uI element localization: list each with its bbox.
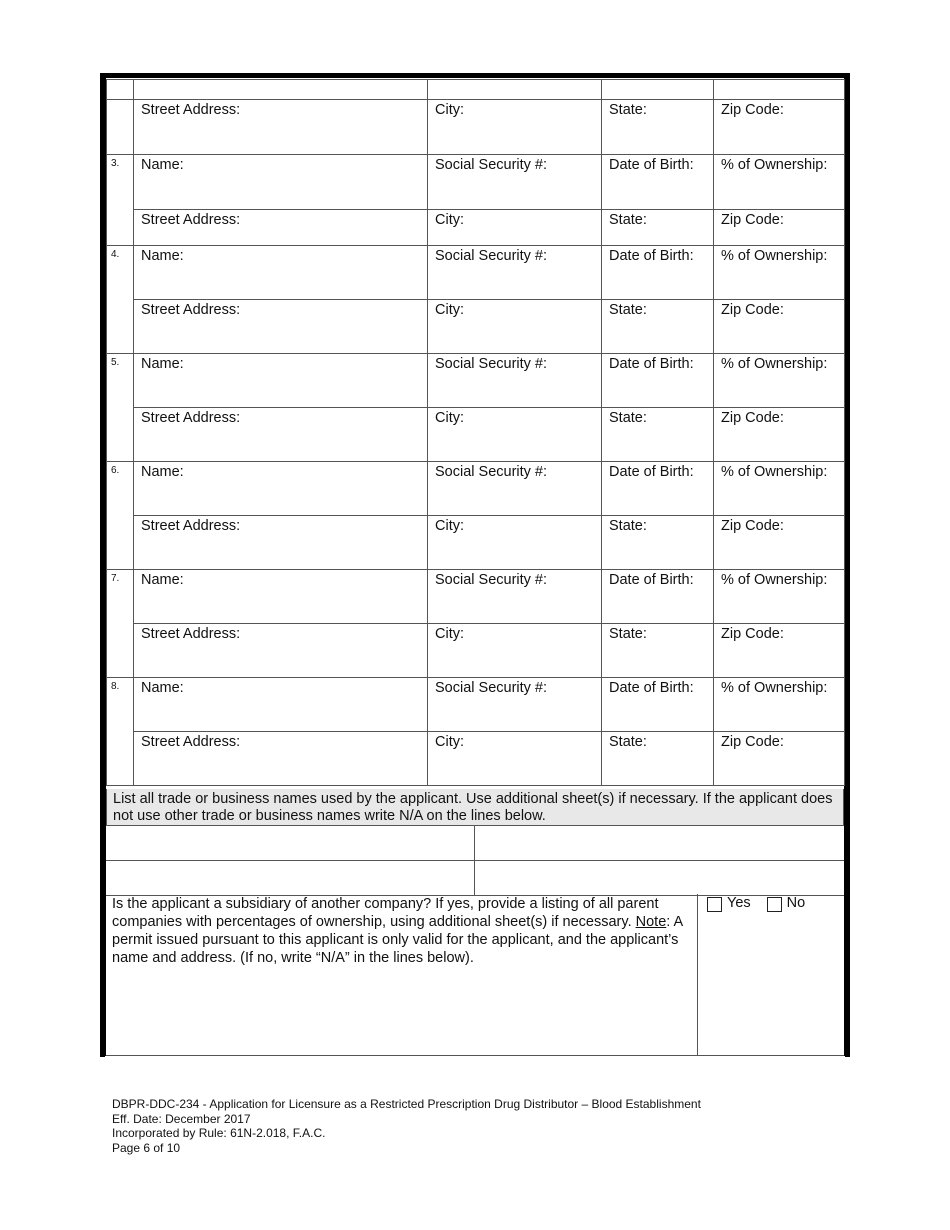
date-of-birth-field[interactable]: Date of Birth: bbox=[602, 155, 714, 210]
yes-checkbox[interactable] bbox=[707, 897, 722, 912]
blank-cell bbox=[107, 100, 134, 155]
street-address-field[interactable]: Street Address: bbox=[134, 210, 428, 246]
owner-number: 6. bbox=[107, 462, 134, 570]
state-field[interactable]: State: bbox=[602, 210, 714, 246]
owner-number: 7. bbox=[107, 570, 134, 678]
zip-code-field[interactable]: Zip Code: bbox=[714, 210, 845, 246]
table-row bbox=[107, 155, 845, 210]
city-field[interactable]: City: bbox=[428, 210, 602, 246]
zip-code-field[interactable]: Zip Code: bbox=[714, 100, 845, 155]
city-field[interactable]: City: bbox=[428, 408, 602, 462]
owner-number: 8. bbox=[107, 678, 134, 786]
trade-names-lines bbox=[106, 826, 844, 896]
trade-name-field[interactable] bbox=[475, 861, 844, 895]
state-field[interactable]: State: bbox=[602, 408, 714, 462]
ssn-field[interactable]: Social Security #: bbox=[428, 155, 602, 210]
ownership-field[interactable]: % of Ownership: bbox=[714, 246, 845, 300]
ssn-field[interactable]: Social Security #: bbox=[428, 246, 602, 300]
zip-code-field[interactable]: Zip Code: bbox=[714, 624, 845, 678]
table-row bbox=[107, 100, 845, 155]
street-address-field[interactable]: Street Address: bbox=[134, 408, 428, 462]
subsidiary-options bbox=[698, 894, 844, 1055]
table-row bbox=[107, 570, 845, 624]
ssn-field[interactable]: Social Security #: bbox=[428, 462, 602, 516]
yes-option[interactable]: Yes bbox=[707, 895, 751, 911]
trade-name-row bbox=[106, 826, 844, 861]
name-field[interactable]: Name: bbox=[134, 462, 428, 516]
date-of-birth-field[interactable]: Date of Birth: bbox=[602, 462, 714, 516]
ownership-field[interactable]: % of Ownership: bbox=[714, 354, 845, 408]
no-checkbox[interactable] bbox=[767, 897, 782, 912]
zip-code-field[interactable]: Zip Code: bbox=[714, 516, 845, 570]
state-field[interactable]: State: bbox=[602, 300, 714, 354]
date-of-birth-field[interactable]: Date of Birth: bbox=[602, 570, 714, 624]
state-field[interactable]: State: bbox=[602, 100, 714, 155]
no-option[interactable]: No bbox=[767, 895, 806, 911]
zip-code-field[interactable]: Zip Code: bbox=[714, 732, 845, 786]
zip-code-field[interactable]: Zip Code: bbox=[714, 408, 845, 462]
owners-table bbox=[106, 79, 845, 786]
ssn-field[interactable]: Social Security #: bbox=[428, 570, 602, 624]
street-address-field[interactable]: Street Address: bbox=[134, 624, 428, 678]
table-row bbox=[107, 732, 845, 786]
date-of-birth-field[interactable]: Date of Birth: bbox=[602, 246, 714, 300]
owner-number: 4. bbox=[107, 246, 134, 354]
form-id-line: DBPR-DDC-234 - Application for Licensure as a Restricted Prescription Drug Distributor – Blood Establishment bbox=[112, 1097, 701, 1111]
street-address-field[interactable]: Street Address: bbox=[134, 300, 428, 354]
date-of-birth-field[interactable]: Date of Birth: bbox=[602, 354, 714, 408]
blank-cell bbox=[602, 80, 714, 100]
blank-cell bbox=[428, 80, 602, 100]
name-field[interactable]: Name: bbox=[134, 570, 428, 624]
table-row bbox=[107, 408, 845, 462]
blank-cell bbox=[134, 80, 428, 100]
city-field[interactable]: City: bbox=[428, 100, 602, 155]
subsidiary-section bbox=[106, 894, 844, 1056]
trade-names-instruction: List all trade or business names used by the applicant. Use additional sheet(s) if necessary. If the applicant does not use other trade or business names write N/A on the lines below. bbox=[106, 789, 844, 826]
page-footer bbox=[112, 1097, 701, 1155]
ownership-field[interactable]: % of Ownership: bbox=[714, 462, 845, 516]
city-field[interactable]: City: bbox=[428, 516, 602, 570]
city-field[interactable]: City: bbox=[428, 624, 602, 678]
ownership-field[interactable]: % of Ownership: bbox=[714, 570, 845, 624]
page-number: Page 6 of 10 bbox=[112, 1140, 181, 1155]
owner-number: 5. bbox=[107, 354, 134, 462]
owner-number: 3. bbox=[107, 155, 134, 246]
trade-name-field[interactable] bbox=[106, 826, 475, 860]
state-field[interactable]: State: bbox=[602, 516, 714, 570]
note-label: Note bbox=[635, 914, 667, 930]
effective-date-line: Eff. Date: December 2017 bbox=[112, 1111, 251, 1126]
table-row bbox=[107, 300, 845, 354]
state-field[interactable]: State: bbox=[602, 732, 714, 786]
table-row bbox=[107, 624, 845, 678]
city-field[interactable]: City: bbox=[428, 300, 602, 354]
name-field[interactable]: Name: bbox=[134, 678, 428, 732]
rule-line: Incorporated by Rule: 61N-2.018, F.A.C. bbox=[112, 1126, 326, 1140]
ssn-field[interactable]: Social Security #: bbox=[428, 678, 602, 732]
blank-cell bbox=[107, 80, 134, 100]
table-row bbox=[107, 80, 845, 100]
city-field[interactable]: City: bbox=[428, 732, 602, 786]
ssn-field[interactable]: Social Security #: bbox=[428, 354, 602, 408]
name-field[interactable]: Name: bbox=[134, 246, 428, 300]
table-row bbox=[107, 246, 845, 300]
state-field[interactable]: State: bbox=[602, 624, 714, 678]
ownership-field[interactable]: % of Ownership: bbox=[714, 155, 845, 210]
street-address-field[interactable]: Street Address: bbox=[134, 516, 428, 570]
blank-cell bbox=[714, 80, 845, 100]
table-row bbox=[107, 462, 845, 516]
zip-code-field[interactable]: Zip Code: bbox=[714, 300, 845, 354]
table-row bbox=[107, 210, 845, 246]
street-address-field[interactable]: Street Address: bbox=[134, 100, 428, 155]
trade-name-row bbox=[106, 861, 844, 896]
ownership-field[interactable]: % of Ownership: bbox=[714, 678, 845, 732]
date-of-birth-field[interactable]: Date of Birth: bbox=[602, 678, 714, 732]
trade-name-field[interactable] bbox=[106, 861, 475, 895]
table-row bbox=[107, 678, 845, 732]
table-row bbox=[107, 354, 845, 408]
name-field[interactable]: Name: bbox=[134, 155, 428, 210]
subsidiary-question[interactable]: Is the applicant a subsidiary of another company? If yes, provide a listing of all parent companies with percentages of ownership, using additional sheet(s) if necessary. Note: A permit issued pursuant to this applicant is only valid for the applicant, and the applicant’s name and address. (If no, write “N/A” in the lines below). bbox=[106, 894, 698, 1055]
name-field[interactable]: Name: bbox=[134, 354, 428, 408]
street-address-field[interactable]: Street Address: bbox=[134, 732, 428, 786]
trade-name-field[interactable] bbox=[475, 826, 844, 860]
table-row bbox=[107, 516, 845, 570]
